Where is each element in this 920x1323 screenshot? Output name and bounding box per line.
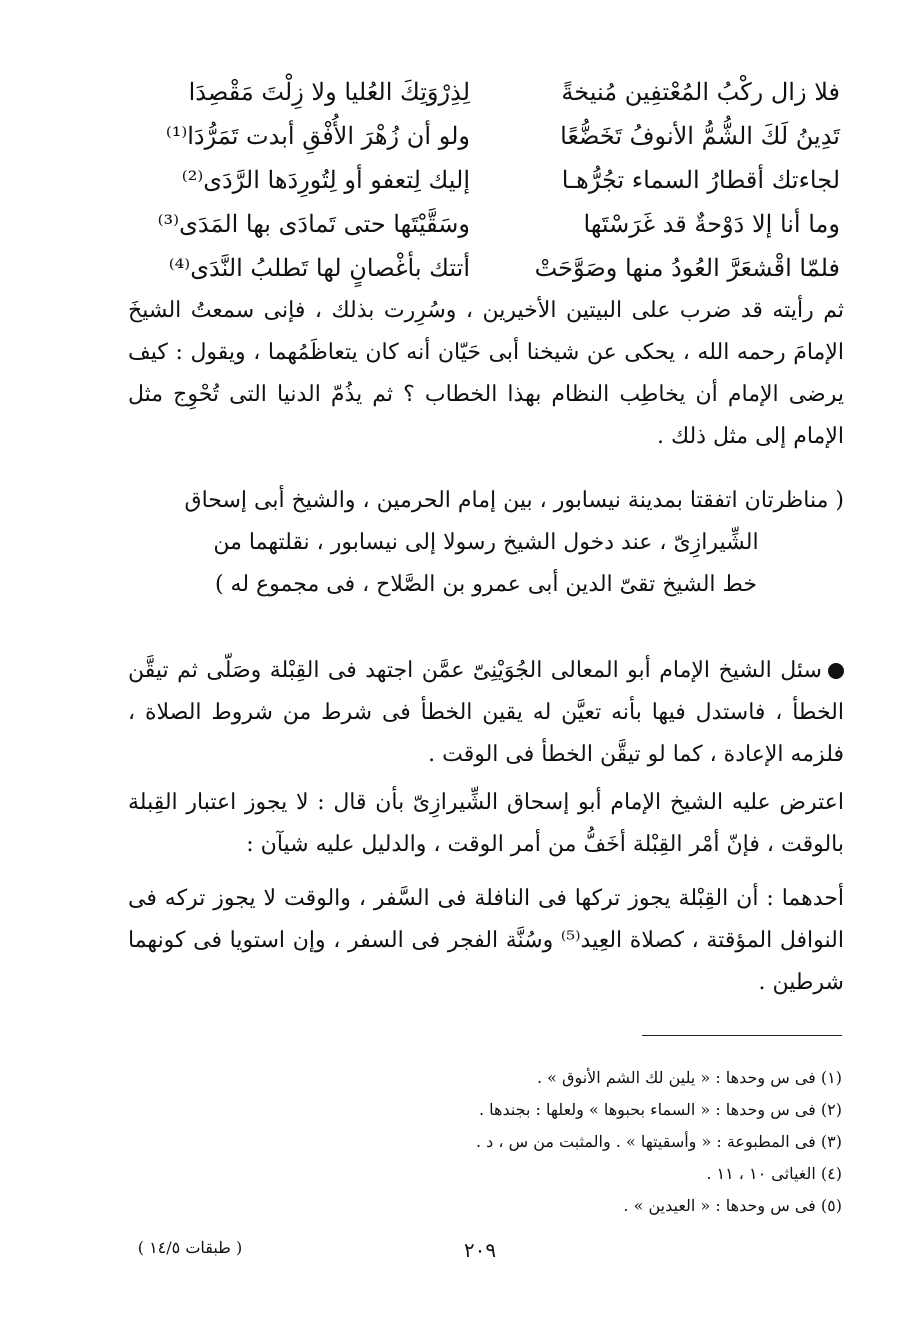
footnote: (٣) فى المطبوعة : « وأسقيتها » . والمثبت من س ، د . [475, 1132, 842, 1151]
verse-first-hemistich: لجاءتك أقطارُ السماء تجُرُّهـا [561, 166, 840, 194]
heading-line: الشِّيرازِىّ ، عند دخول الشيخ رسولا إلى نيسابور ، نقلتهما من [213, 530, 759, 555]
paragraph-commentary: ثم رأيته قد ضرب على البيتين الأخيرين ، وسُرِرت بذلك ، فإنى سمعتُ الشيخَ الإمامَ رحمه الله ، يحكى عن شيخنا أبى حَيّان أنه كان يتعاظَمُهما ، ويقول : كيف يرضى الإمام أن يخاطِب النظام بهذا الخطاب ؟ ثم يذُمّ الدنيا التى تُحْوِج مثل الإمام إلى مثل ذلك . [128, 298, 844, 449]
verse-second-hemistich: ولو أن زُهْرَ الأُفْقِ أبدت تَمَرُّدَا⁽¹⁾ [165, 122, 470, 150]
verse-second-hemistich: لِذِرْوَتِكَ العُليا ولا زِلْتَ مَقْصِدَا [188, 78, 470, 106]
verse-first-hemistich: فلمّا اقْشعَرَّ العُودُ منها وصَوَّحَتْ [534, 254, 840, 282]
paragraph-question [128, 650, 844, 776]
paragraph-question-text: سئل الشيخ الإمام أبو المعالى الجُوَيْنِىّ عمَّن اجتهد فى القِبْلة وصَلّى ثم تيقَّن الخطأ ، فاستدل فيها بأنه تعيَّن له يقين الخطأ فى شرط من شروط الصلاة ، فلزمه الإعادة ، كما لو تيقَّن الخطأ فى الوقت . [128, 658, 844, 767]
section-heading [128, 480, 844, 606]
verse-first-hemistich: تَدِينُ لَكَ الشُّمُّ الأنوفُ تَخَضُّعًا [560, 122, 840, 150]
heading-line: ( مناظرتان اتفقتا بمدينة نيسابور ، بين إمام الحرمين ، والشيخ أبى إسحاق [184, 488, 844, 513]
paragraph-objection: اعترض عليه الشيخ الإمام أبو إسحاق الشِّيرازِىّ بأن قال : لا يجوز اعتبار القِبلة بالوقت ، فإنّ أمْر القِبْلة أخَفُّ من أمر الوقت ، والدليل عليه شيآن : [128, 790, 844, 857]
verse [140, 202, 840, 246]
footnote: (١) فى س وحدها : « يلين لك الشم الأنوق » . [537, 1068, 842, 1087]
verse-first-hemistich: فلا زال ركْبُ المُعْتفِين مُنيخةً [561, 78, 840, 106]
footnote: (٢) فى س وحدها : « السماء بحبوها » ولعلها : بجندها . [478, 1100, 842, 1119]
footnote-divider [642, 1035, 842, 1036]
poem [140, 70, 840, 290]
bullet-icon [828, 663, 844, 679]
footnote: (٤) الغياثى ١٠ ، ١١ . [706, 1164, 842, 1183]
verse-second-hemistich: إليك لِتعفو أو لِتُورِدَها الرَّدَى⁽²⁾ [181, 166, 470, 194]
verse-second-hemistich: أتتك بأغْصانٍ لها تَطلبُ النَّدَى⁽⁴⁾ [168, 254, 470, 282]
paragraph-first-proof: أحدهما : أن القِبْلة يجوز تركها فى النافلة فى السَّفر ، والوقت لا يجوز تركه فى النوافل المؤقتة ، كصلاة العِيد⁽⁵⁾ وسُنَّة الفجر فى السفر ، وإن استويا فى كونهما شرطين . [128, 886, 844, 995]
page-number: ٢٠٩ [463, 1238, 497, 1262]
printer-signature: ( طبقات ١٤/٥ ) [137, 1238, 243, 1257]
heading-line: خط الشيخ تقىّ الدين أبى عمرو بن الصَّلاح ، فى مجموع له ) [214, 572, 757, 597]
verse [140, 70, 840, 114]
verse-second-hemistich: وسَقَّيْتَها حتى تَمادَى بها المَدَى⁽³⁾ [157, 210, 470, 238]
verse [140, 158, 840, 202]
footnote: (٥) فى س وحدها : « العيدين » . [623, 1196, 842, 1215]
verse-first-hemistich: وما أنا إلا دَوْحةٌ قد غَرَسْتَها [583, 210, 840, 238]
verse [140, 246, 840, 290]
verse [140, 114, 840, 158]
footnotes [300, 1062, 842, 1222]
